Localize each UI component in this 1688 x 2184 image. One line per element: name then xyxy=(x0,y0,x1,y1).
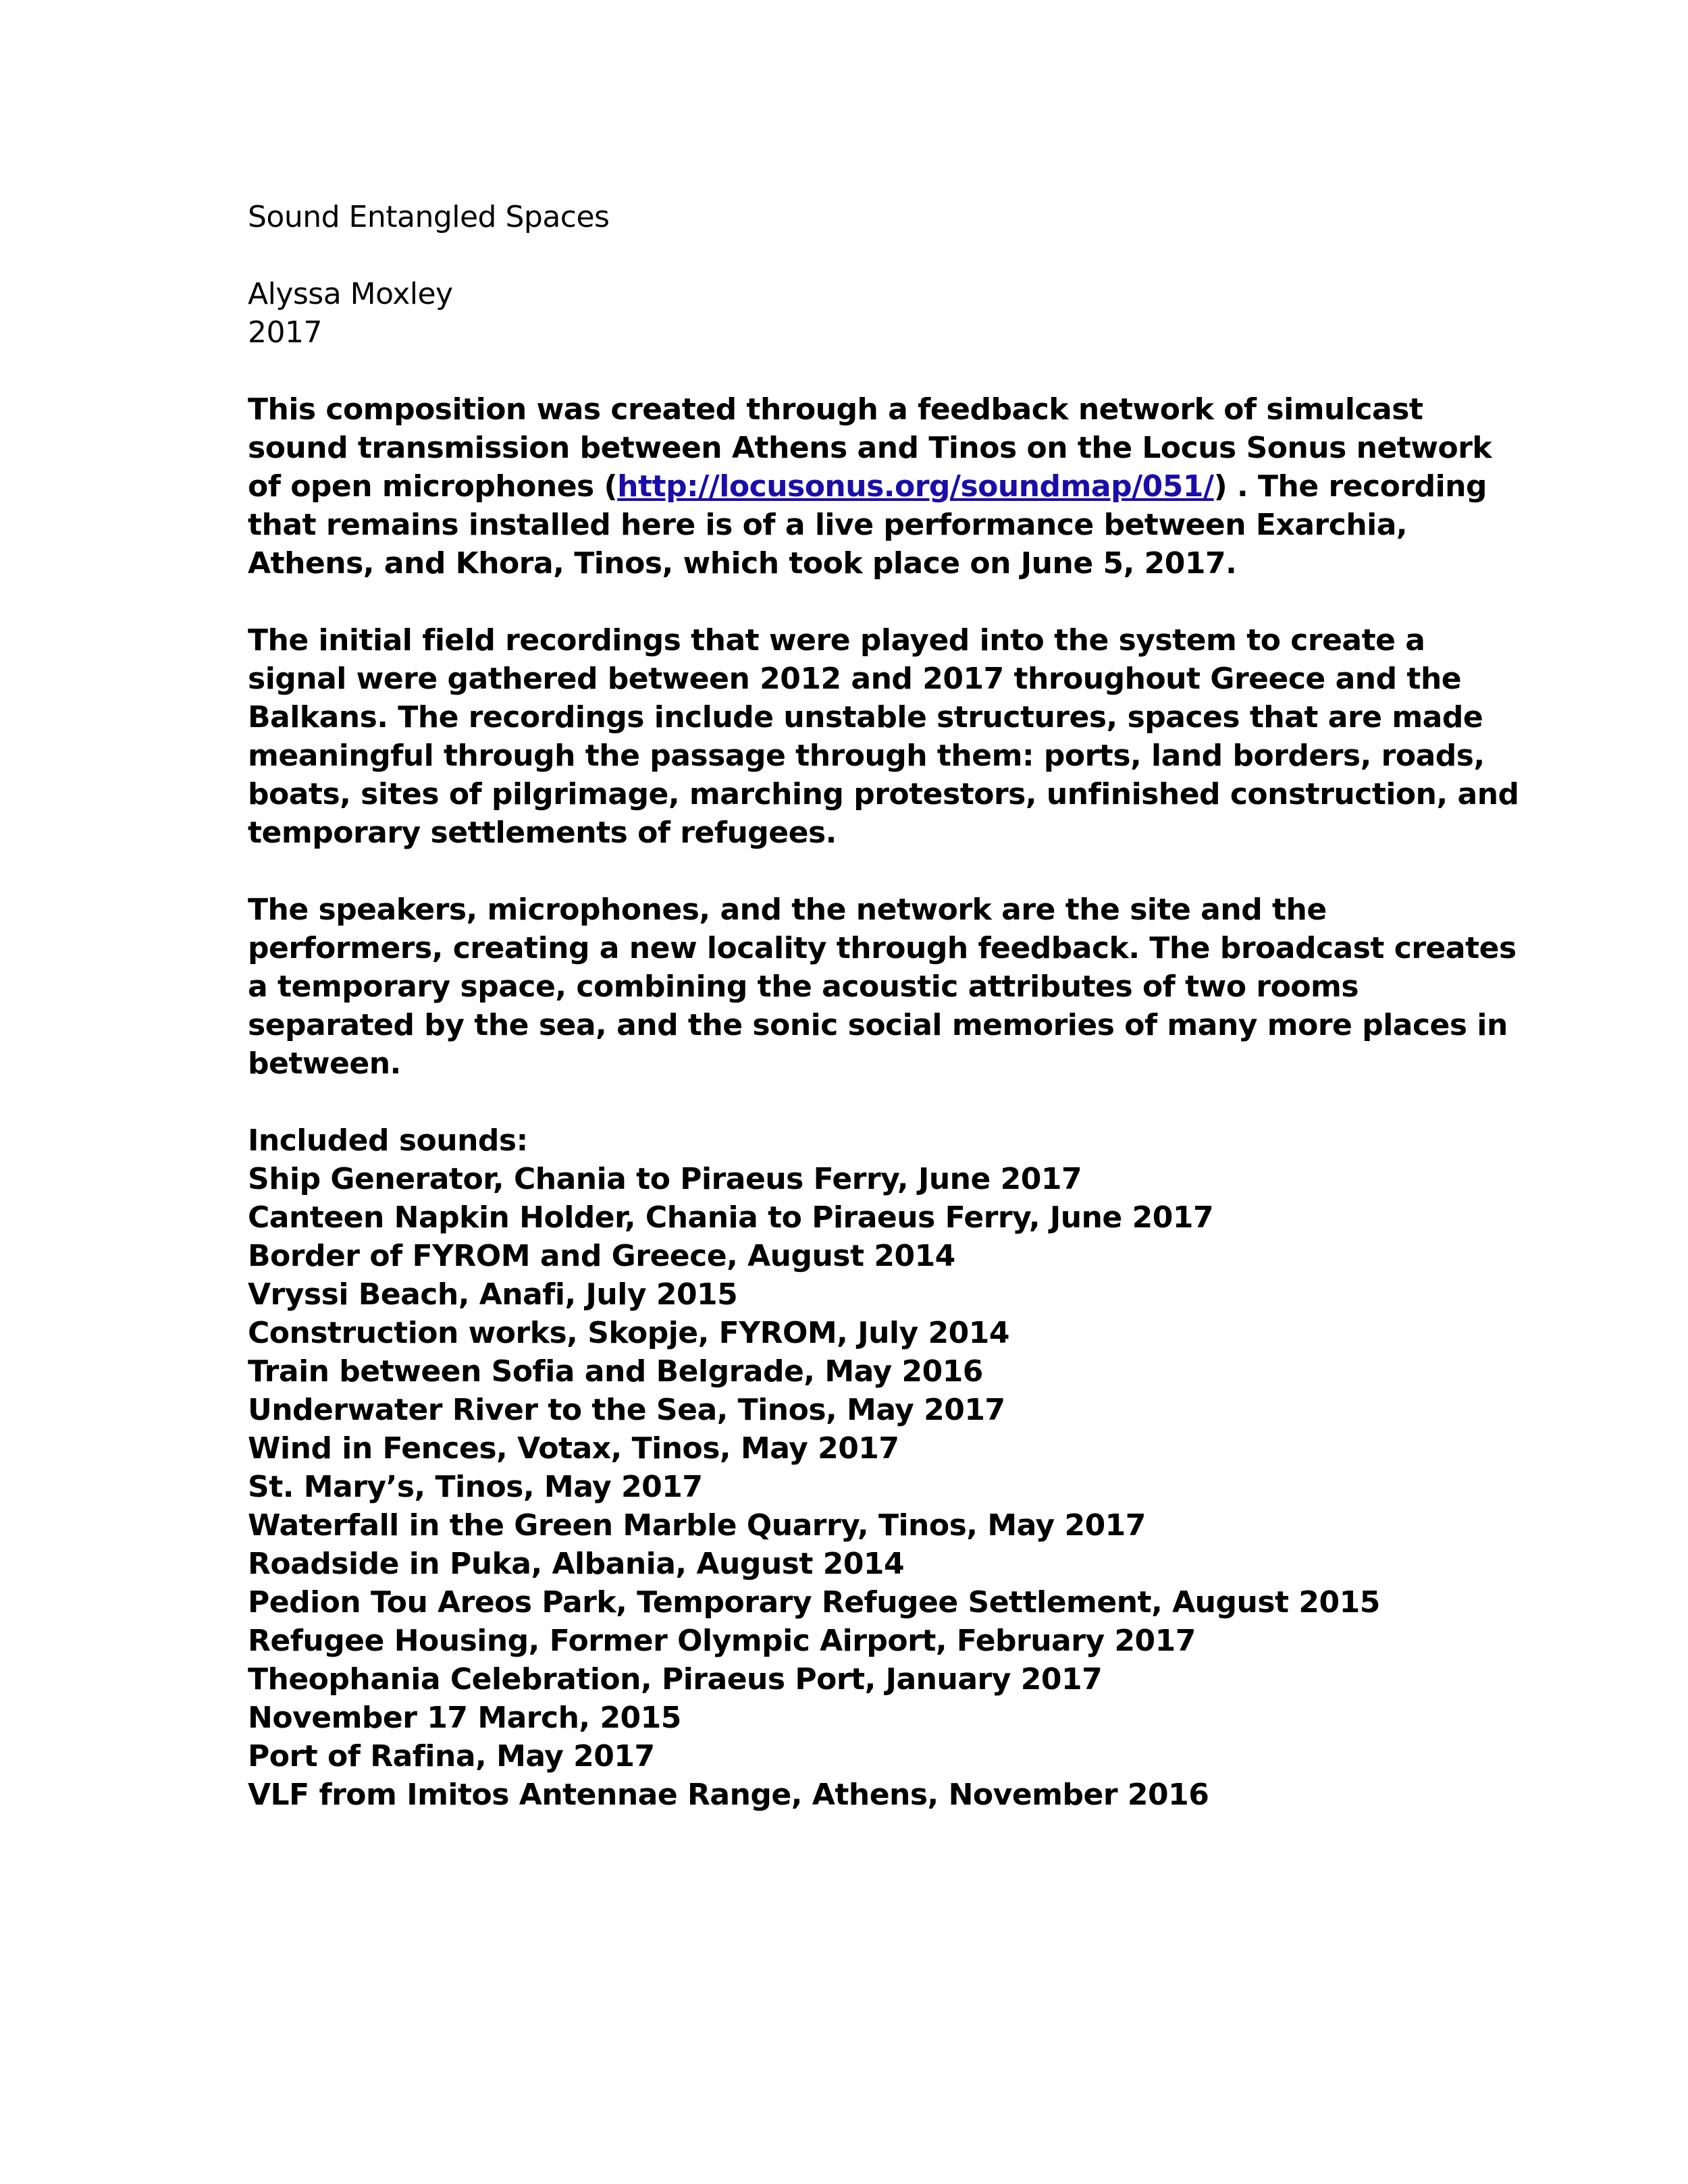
sound-list-item: November 17 March, 2015 xyxy=(248,1701,681,1735)
sound-list-item: Roadside in Puka, Albania, August 2014 xyxy=(248,1547,905,1581)
paragraph-field-recordings: The initial field recordings that were played into the system to create a signal were gathered between 2012 and 2017 throughout Greece and the Balkans. The recordings include unstable structures, spaces that are made meaningful through the passage through them: ports, land borders, roads, boats, sites of pilgrimage, marching protestors, unfinished construction, and temporary settlements of refugees. xyxy=(248,623,1519,850)
sound-list-item: Port of Rafina, May 2017 xyxy=(248,1739,655,1774)
locus-sonus-link[interactable]: http://locusonus.org/soundmap/051/ xyxy=(617,469,1214,504)
sound-list-item: Pedion Tou Areos Park, Temporary Refugee Settlement, August 2015 xyxy=(248,1585,1380,1620)
author-block xyxy=(248,275,1531,352)
sound-list-item: Ship Generator, Chania to Piraeus Ferry, June 2017 xyxy=(248,1162,1082,1196)
sound-list-item: Vryssi Beach, Anafi, July 2015 xyxy=(248,1277,738,1312)
sound-list-item: Canteen Napkin Holder, Chania to Piraeus Ferry, June 2017 xyxy=(248,1200,1214,1235)
document-title: Sound Entangled Spaces xyxy=(248,200,610,234)
sound-list-item: Theophania Celebration, Piraeus Port, January 2017 xyxy=(248,1662,1103,1697)
sound-list-item: Wind in Fences, Votax, Tinos, May 2017 xyxy=(248,1431,899,1466)
paragraph-1-after-link: ) . The recording that remains installed here is of a live performance between Exarchia, Athens, and Khora, Tinos, which took place on June 5, 2017. xyxy=(248,469,1487,581)
sound-list-item: Train between Sofia and Belgrade, May 2016 xyxy=(248,1354,983,1389)
sound-list-item: VLF from Imitos Antennae Range, Athens, November 2016 xyxy=(248,1778,1209,1812)
author-name: Alyssa Moxley xyxy=(248,277,453,311)
sound-list-item: Construction works, Skopje, FYROM, July 2014 xyxy=(248,1316,1009,1350)
sound-list-item: St. Mary’s, Tinos, May 2017 xyxy=(248,1470,703,1504)
paragraph-1-before-link: This composition was created through a feedback network of simulcast sound transmission between Athens and Tinos on the Locus Sonus network of open microphones ( xyxy=(248,392,1492,504)
sound-list-item: Refugee Housing, Former Olympic Airport, February 2017 xyxy=(248,1624,1196,1658)
sounds-heading: Included sounds: xyxy=(248,1123,528,1158)
sound-list-item: Underwater River to the Sea, Tinos, May 2017 xyxy=(248,1393,1005,1427)
sound-list xyxy=(248,1160,1531,1814)
document-year: 2017 xyxy=(248,315,322,350)
sound-list-item: Border of FYROM and Greece, August 2014 xyxy=(248,1239,955,1273)
paragraph-composition xyxy=(248,390,1531,583)
sound-list-item: Waterfall in the Green Marble Quarry, Tinos, May 2017 xyxy=(248,1508,1146,1543)
paragraph-speakers: The speakers, microphones, and the network are the site and the performers, creating a new locality through feedback. The broadcast creates a temporary space, combining the acoustic attributes of two rooms separated by the sea, and the sonic social memories of many more places in between. xyxy=(248,893,1516,1081)
document-page xyxy=(248,198,1531,1814)
